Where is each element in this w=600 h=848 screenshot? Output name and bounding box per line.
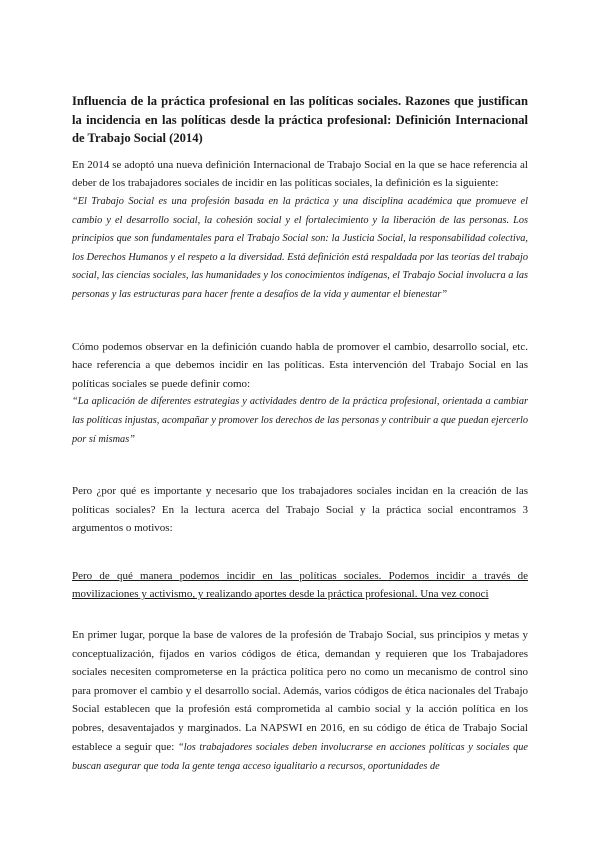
- paragraph-first-reason: [72, 626, 528, 777]
- first-reason-text: En primer lugar, porque la base de valores de la profesión de Trabajo Social, sus principios y metas y conceptualización, fijados en varios códigos de ética, demandan y requieren que los Trabajadores sociales necesiten comprometerse en la práctica política pero no como un mecanismo de control sino para promover el cambio y el desarrollo social. Además, varios códigos de ética nacionales del Trabajo Social establecen que la profesión está comprometida al cambio social y la acción política en los pobres, desaventajados y marginados. La NAPSWI en 2016, en su código de ética de Trabajo Social establece a seguir que:: [72, 629, 528, 753]
- paragraph-question: Pero ¿por qué es importante y necesario que los trabajadores sociales incidan en la creación de las políticas sociales? En la lectura acerca del Trabajo Social y la práctica social encontramos 3 argumentos o motivos:: [72, 485, 528, 535]
- document-body: [72, 92, 528, 777]
- quote-intervention: “La aplicación de diferentes estrategias y actividades dentro de la práctica profesional, orientada a cambiar las políticas injustas, acompañar y promover los derechos de las personas y contribuir a que puedan ejercerlo por sí mismas”: [72, 396, 528, 445]
- paragraph-underlined-note: Pero de qué manera podemos incidir en las políticas sociales. Podemos incidir a través de movilizaciones y activismo, y realizando aportes desde la práctica profesional. Una vez conoci: [72, 569, 528, 601]
- quote-definition: “El Trabajo Social es una profesión basada en la práctica y una disciplina académica que promueve el cambio y el desarrollo social, la cohesión social y el fortalecimiento y la liberación de las personas. Los principios que son fundamentales para el Trabajo Social son: la Justicia Social, la responsabilidad colectiva, los Derechos Humanos y el respeto a la diversidad. Está definición está respaldada por las teorías del trabajo social, las ciencias sociales, las humanidades y los conocimientos indígenas, el Trabajo Social involucra a las personas y las estructuras para hacer frente a desafíos de la vida y aumentar el bienestar”: [72, 195, 528, 300]
- section-heading: Influencia de la práctica profesional en las políticas sociales. Razones que justifican la incidencia en las políticas desde la práctica profesional: Definición Internacional de Trabajo Social (2014): [72, 94, 528, 146]
- paragraph-definition-intro: En 2014 se adoptó una nueva definición Internacional de Trabajo Social en la que se hace referencia al deber de los trabajadores sociales de incidir en las políticas sociales, la definición es la siguiente:: [72, 158, 528, 190]
- first-reason-quote: “los trabajadores sociales deben involucrarse en acciones políticas y sociales que buscan asegurar que toda la gente tenga acceso igualitario a recursos, oportunidades de: [72, 741, 528, 773]
- paragraph-incidence: Cómo podemos observar en la definición cuando habla de promover el cambio, desarrollo social, etc. hace referencia a que debemos incidir en las políticas. Esta intervención del Trabajo Social en las políticas sociales se puede definir como:: [72, 340, 528, 390]
